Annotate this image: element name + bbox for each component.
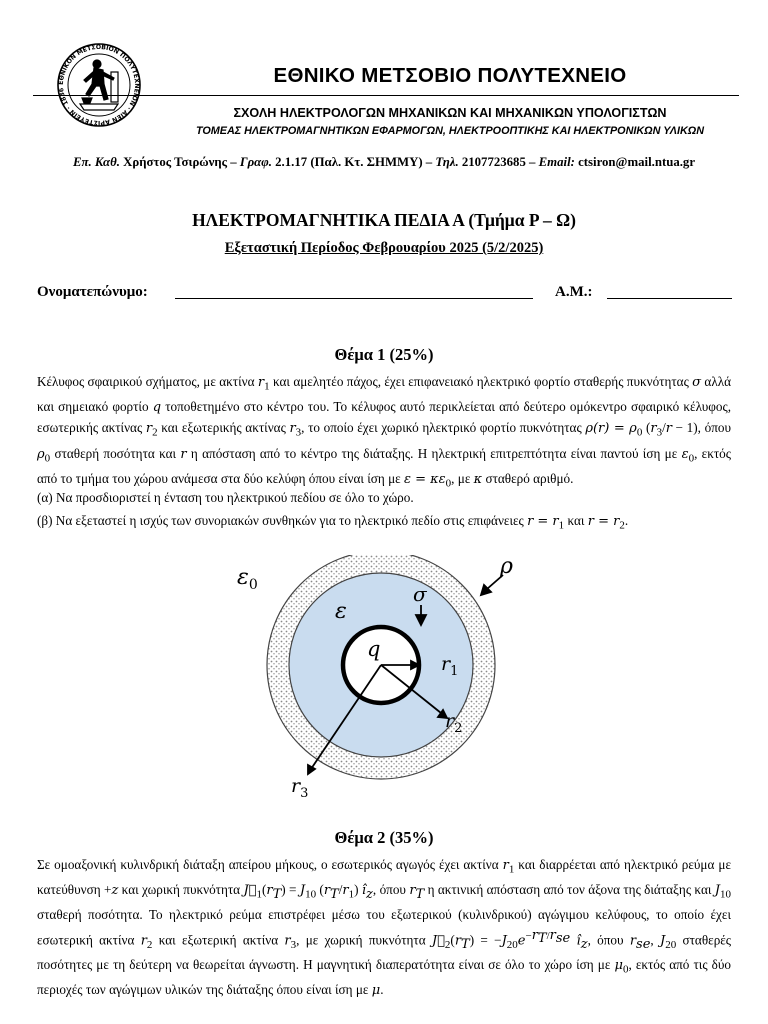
office-value: 2.1.17 (Παλ. Κτ. ΣΗΜΜΥ) [275,155,423,169]
topic1-body: Κέλυφος σφαιρικού σχήματος, με ακτίνα $r_1$ και αμελητέο πάχος, έχει επιφανειακό ηλεκτρικό φορτίο σταθερής πυκνότητας σ αλλά και σημειακό φορτίο q τοποθετημένο στο κέντρο του. Το κέλυφος αυτό περικλείεται από δεύτερο ομόκεντρο σφαιρικό κέλυφος, εσωτερικής ακτίνας $r_2$ και εξωτερικής ακτίνας $r_3$, το οποίο έχει χωρικό ηλεκτρικό φορτίο πυκνότητας $\rho(r) = \rho_0$ $(r_3/r - 1)$, όπου $\rho_0$ σταθερή ποσότητα και r η απόσταση από το κέντρο της διάταξης. Η ηλεκτρική επιτρεπτότητα είναι παντού ίση με $\varepsilon_0$, εκτός από το τμήμα του χώρου ανάμεσα στα δύο κελύφη όπου είναι ίση με $\varepsilon = \kappa\varepsilon_0$, με κ σταθερό αριθμό. [37,374,732,490]
label-r1: $r_1$ [441,653,459,679]
header-divider [33,95,739,96]
email-label: Email: [538,155,575,169]
phone-label: Τηλ. [435,155,459,169]
phone-value: 2107723685 [461,155,526,169]
university-title: ΕΘΝΙΚΟ ΜΕΤΣΟΒΙΟ ΠΟΛΥΤΕΧΝΕΙΟ [273,64,627,87]
label-q: q [367,637,381,661]
am-label: Α.Μ.: [555,284,593,300]
division-name: ΤΟΜΕΑΣ ΗΛΕΚΤΡΟΜΑΓΝΗΤΙΚΩΝ ΕΦΑΡΜΟΓΩΝ, ΗΛΕΚΤΡΟΟΠΤΙΚΗΣ ΚΑΙ ΗΛΕΚΤΡΟΝΙΚΩΝ ΥΛΙΚΩΝ [195,125,705,137]
topic1-part-a: (α) Να προσδιοριστεί η ένταση του ηλεκτρικού πεδίου σε όλο το χώρο. [37,490,414,505]
title-label: Επ. Καθ. [72,155,120,169]
name-label: Ονοματεπώνυμο: [37,284,148,300]
label-sigma: σ [413,582,427,606]
topic1-title: Θέμα 1 (25%) [334,345,434,364]
topic2-body: Σε ομοαξονική κυλινδρική διάταξη απείρου μήκους, ο εσωτερικός αγωγός έχει ακτίνα $r_1$ και διαρρέεται από ηλεκτρικό ρεύμα με κατεύθυνση +z και χωρική πυκνότητα $J⃗_1(r_T) = J_{10}$ $(r_T/r_1)$ $î_z$, όπου $r_T$ η ακτινική απόσταση από τον άξονα της διάταξης και $J_{10}$ σταθερή ποσότητα. Το ηλεκτρικό ρεύμα επιστρέφει μέσω του εξωτερικού (κυλινδρικού) αγώγιμου κελύφους, το οποίο έχει εσωτερική ακτίνα $r_2$ και εξωτερική ακτίνα $r_3$, με χωρική πυκνότητα $J⃗_2(r_T) = -J_{20}e^{-r_T/r_{se}}$ $î_z$, όπου $r_{se}$, $J_{20}$ σταθερές ποσότητες με τη δεύτερη να θεωρείται άγνωστη. Η μαγνητική διαπερατότητα είναι σε όλο το χώρο ίση με $\mu_0$, εκτός από τις δύο περιοχές των αγώγιμων υλικών της διάταξης όπου είναι ίση με μ. [37,857,732,998]
label-r2: $r_2$ [445,710,463,736]
am-field-line[interactable] [607,298,732,299]
label-eps0: $\varepsilon_0$ [237,565,258,593]
label-rho: ρ [500,555,513,579]
topic1-part-b-text: (β) Να εξεταστεί η ισχύς των συνοριακών συνθηκών για το ηλεκτρικό πεδίο στις επιφάνειες [37,513,524,528]
office-label: Γραφ. [239,155,272,169]
exam-period: Εξεταστική Περίοδος Φεβρουαρίου 2025 (5/2/2025) [224,240,544,256]
topic1-part-b: (β) Να εξεταστεί η ισχύς των συνοριακών συνθηκών για το ηλεκτρικό πεδίο στις επιφάνειες $r = r_1$ και $r = r_2$. [37,513,629,532]
email-value: ctsiron@mail.ntua.gr [578,155,695,169]
instructor-name: Χρήστος Τσιρώνης [123,155,228,169]
instructor-contact: Επ. Καθ. Χρήστος Τσιρώνης – Γραφ. 2.1.17 (Παλ. Κτ. ΣΗΜΜΥ) – Τηλ. 2107723685 – Email: ctsiron@mail.ntua.gr [72,155,695,169]
topic2-title: Θέμα 2 (35%) [334,828,434,847]
course-title: ΗΛΕΚΤΡΟΜΑΓΝΗΤΙΚΑ ΠΕΔΙΑ Α (Τμήμα Ρ – Ω) [192,210,576,230]
university-seal-logo [56,42,142,128]
name-field-line[interactable] [175,298,533,299]
school-name: ΣΧΟΛΗ ΗΛΕΚΤΡΟΛΟΓΩΝ ΜΗΧΑΝΙΚΩΝ ΚΑΙ ΜΗΧΑΝΙΚΩΝ ΥΠΟΛΟΓΙΣΤΩΝ [233,106,667,120]
svg-text:ΕΘΝΙΚΟΝ ΜΕΤΣΟΒΙΟΝ ΠΟΛΥΤΕΧΝΕΙΟΝ: ΕΘΝΙΚΟΝ ΜΕΤΣΟΒΙΟΝ ΠΟΛΥΤΕΧΝΕΙΟΝ · ΑΙΕΝ ΑΡΙΣΤΕΥΕΙΝ · 1836 [57,43,141,127]
label-eps: ε [335,599,347,624]
concentric-shells-figure [225,555,540,805]
label-r3: $r_3$ [291,775,309,801]
